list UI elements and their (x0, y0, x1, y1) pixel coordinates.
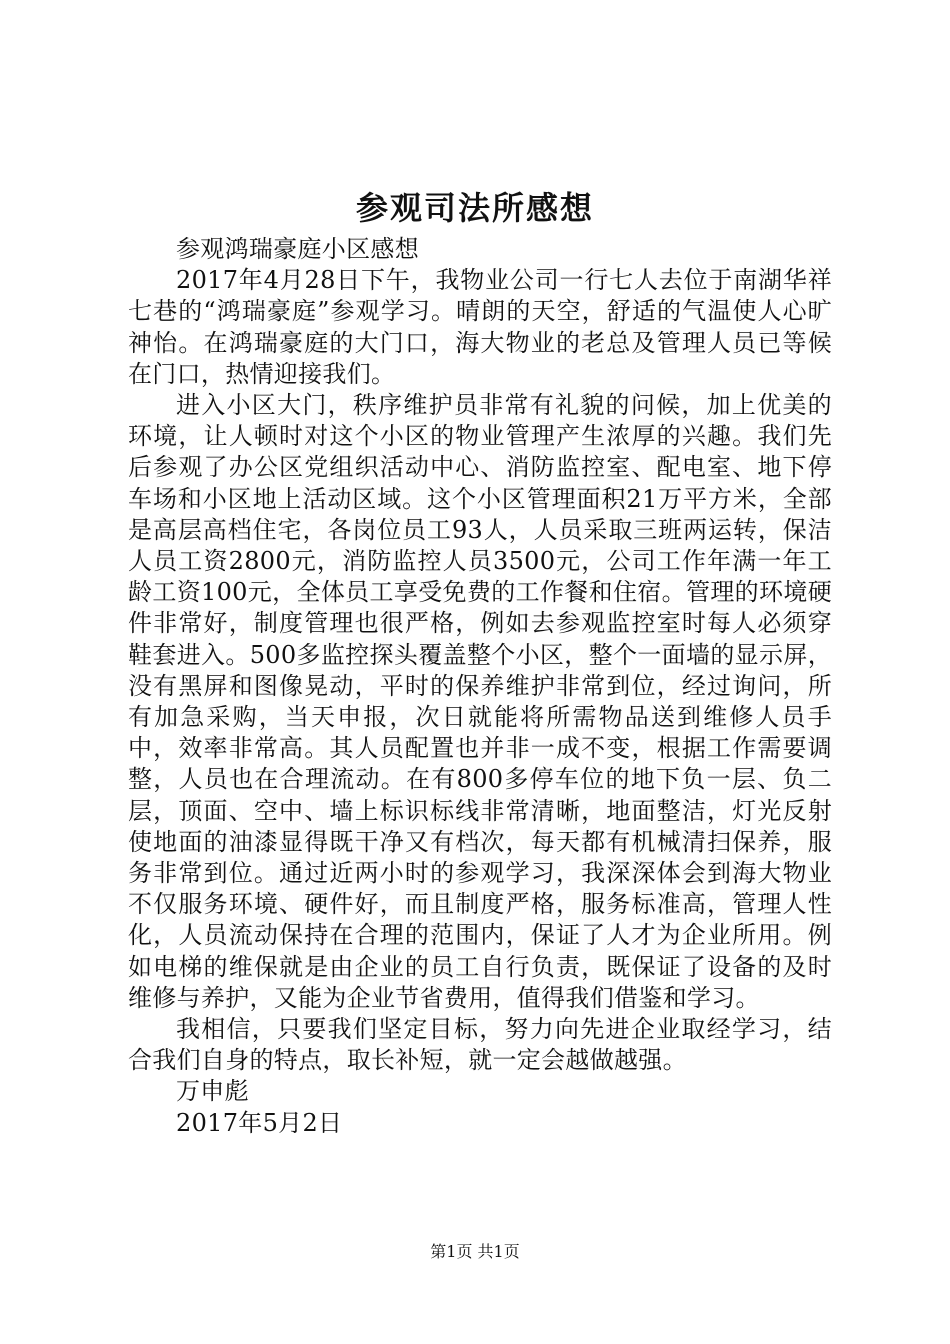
document-title: 参观司法所感想 (355, 189, 594, 227)
author-signature: 万申彪 (176, 1077, 249, 1106)
intro-paragraph: 2017年4月28日下午，我物业公司一行七人去位于南湖华祥七巷的“鸿瑞豪庭”参观学习。晴朗的天空，舒适的气温使人心旷神怡。在鸿瑞豪庭的大门口，海大物业的老总及管理人员已等候在门口，热情迎接我们。 (128, 266, 832, 388)
main-paragraph: 进入小区大门，秩序维护员非常有礼貌的问候，加上优美的环境，让人顿时对这个小区的物业管理产生浓厚的兴趣。我们先后参观了办公区党组织活动中心、消防监控室、配电室、地下停车场和小区地上活动区域。这个小区管理面积21万平方米，全部是高层高档住宅，各岗位员工93人，人员采取三班两运转，保洁人员工资2800元，消防监控人员3500元，公司工作年满一年工龄工资100元，全体员工享受免费的工作餐和住宿。管理的环境硬件非常好，制度管理也很严格，例如去参观监控室时每人必须穿鞋套进入。500多监控探头覆盖整个小区，整个一面墙的显示屏，没有黑屏和图像晃动，平时的保养维护非常到位，经过询问，所有加急采购，当天申报，次日就能将所需物品送到维修人员手中，效率非常高。其人员配置也并非一成不变，根据工作需要调整，人员也在合理流动。在有800多停车位的地下负一层、负二层，顶面、空中、墙上标识标线非常清晰，地面整洁，灯光反射使地面的油漆显得既干净又有档次，每天都有机械清扫保养，服务非常到位。通过近两小时的参观学习，我深深体会到海大物业不仅服务环境、硬件好，而且制度严格，服务标准高，管理人性化，人员流动保持在合理的范围内，保证了人才为企业所用。例如电梯的维保就是由企业的员工自行负责，既保证了设备的及时维修与养护，又能为企业节省费用，值得我们借鉴和学习。 (128, 391, 832, 1012)
page-footer: 第1页 共1页 (430, 1242, 520, 1261)
conclusion-paragraph: 我相信，只要我们坚定目标，努力向先进企业取经学习，结合我们自身的特点，取长补短，就一定会越做越强。 (128, 1015, 832, 1075)
subtitle-paragraph: 参观鸿瑞豪庭小区感想 (176, 235, 419, 263)
document-body (128, 234, 832, 1139)
document-date: 2017年5月2日 (176, 1108, 343, 1137)
